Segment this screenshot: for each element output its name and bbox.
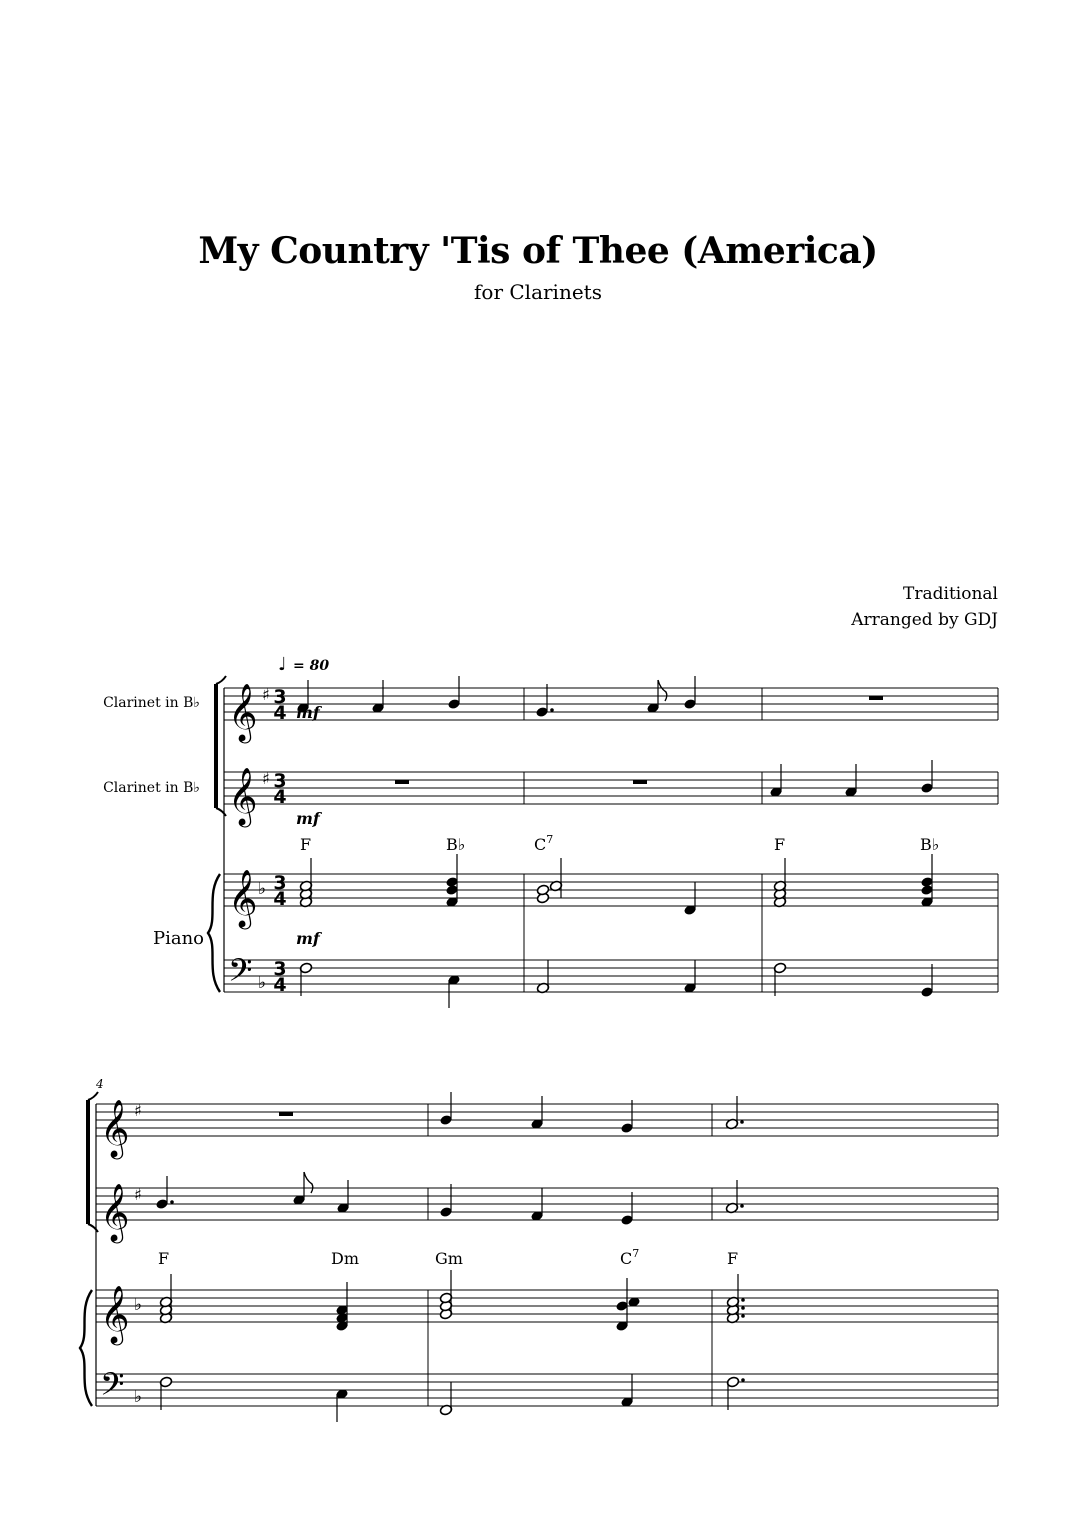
composer-credit: Traditional: [903, 584, 998, 604]
key-signature-sharp-icon: ♯: [262, 685, 270, 704]
key-signature-sharp-icon: ♯: [134, 1101, 142, 1120]
time-signature-upper: 3: [273, 686, 287, 708]
note-flag: [304, 1172, 313, 1193]
chord-symbol: Dm: [331, 1249, 359, 1268]
key-signature-flat-icon: ♭: [258, 973, 267, 993]
treble-clef-icon: 𝄞: [100, 1099, 130, 1157]
time-signature-upper: 3: [273, 958, 287, 980]
staff-bracket: [86, 1100, 90, 1224]
piano-brace: [208, 874, 220, 992]
dynamic-clarinet-1: mf: [296, 703, 320, 722]
treble-clef-icon: 𝄞: [228, 683, 258, 741]
clarinet-2-label: Clarinet in B♭: [103, 780, 200, 796]
chord-symbol: $C^7$: [534, 833, 554, 854]
measure-number: 4: [96, 1077, 104, 1091]
key-signature-flat-icon: ♭: [134, 1387, 143, 1407]
dynamic-clarinet-2: mf: [296, 809, 320, 828]
time-signature-upper: 3: [273, 770, 287, 792]
chord-symbol: F: [774, 835, 786, 854]
note-dot: [170, 1200, 174, 1204]
key-signature-sharp-icon: ♯: [134, 1185, 142, 1204]
treble-clef-icon: 𝄞: [228, 767, 258, 825]
time-signature-upper: 3: [273, 872, 287, 894]
score-title: My Country 'Tis of Thee (America): [198, 230, 878, 272]
piano-brace: [80, 1290, 92, 1406]
dynamic-piano: mf: [296, 929, 320, 948]
score-subtitle: for Clarinets: [474, 280, 602, 304]
piano-label: Piano: [152, 928, 204, 949]
staff-bracket: [214, 684, 218, 808]
note-flag: [658, 680, 667, 701]
treble-clef-icon: 𝄞: [100, 1183, 130, 1241]
chord-symbol: F: [158, 1249, 170, 1268]
chord-symbol: F: [300, 835, 312, 854]
tempo-marking: = 80: [293, 658, 330, 674]
chord-symbol: $C^7$: [620, 1247, 640, 1268]
treble-clef-icon: 𝄞: [228, 869, 258, 927]
note-dot: [741, 1378, 745, 1382]
whole-rest: [869, 696, 883, 700]
whole-rest: [279, 1112, 293, 1116]
chord-symbol: Gm: [435, 1249, 463, 1268]
key-signature-flat-icon: ♭: [134, 1295, 143, 1315]
note-dot: [550, 708, 554, 712]
staff-bracket: [88, 1092, 98, 1100]
bass-clef-icon: 𝄢: [100, 1366, 125, 1410]
time-signature-lower: 4: [273, 974, 287, 996]
note-dot: [741, 1306, 745, 1310]
arranger-credit: Arranged by GDJ: [851, 610, 998, 630]
tempo-note-icon: ♩: [278, 654, 287, 675]
bass-clef-icon: 𝄢: [228, 952, 253, 996]
note-dot: [741, 1298, 745, 1302]
chord-symbol: B♭: [446, 835, 466, 854]
clarinet-1-label: Clarinet in B♭: [103, 695, 200, 711]
key-signature-flat-icon: ♭: [258, 879, 267, 899]
chord-symbol: F: [727, 1249, 739, 1268]
note-dot: [740, 1120, 744, 1124]
key-signature-sharp-icon: ♯: [262, 769, 270, 788]
whole-rest: [395, 780, 409, 784]
whole-rest: [633, 780, 647, 784]
note-dot: [740, 1204, 744, 1208]
time-signature-lower: 4: [273, 888, 287, 910]
chord-symbol: B♭: [920, 835, 940, 854]
time-signature-lower: 4: [273, 786, 287, 808]
staff-bracket: [216, 676, 226, 684]
note-dot: [741, 1314, 745, 1318]
treble-clef-icon: 𝄞: [100, 1285, 130, 1343]
time-signature-lower: 4: [273, 702, 287, 724]
